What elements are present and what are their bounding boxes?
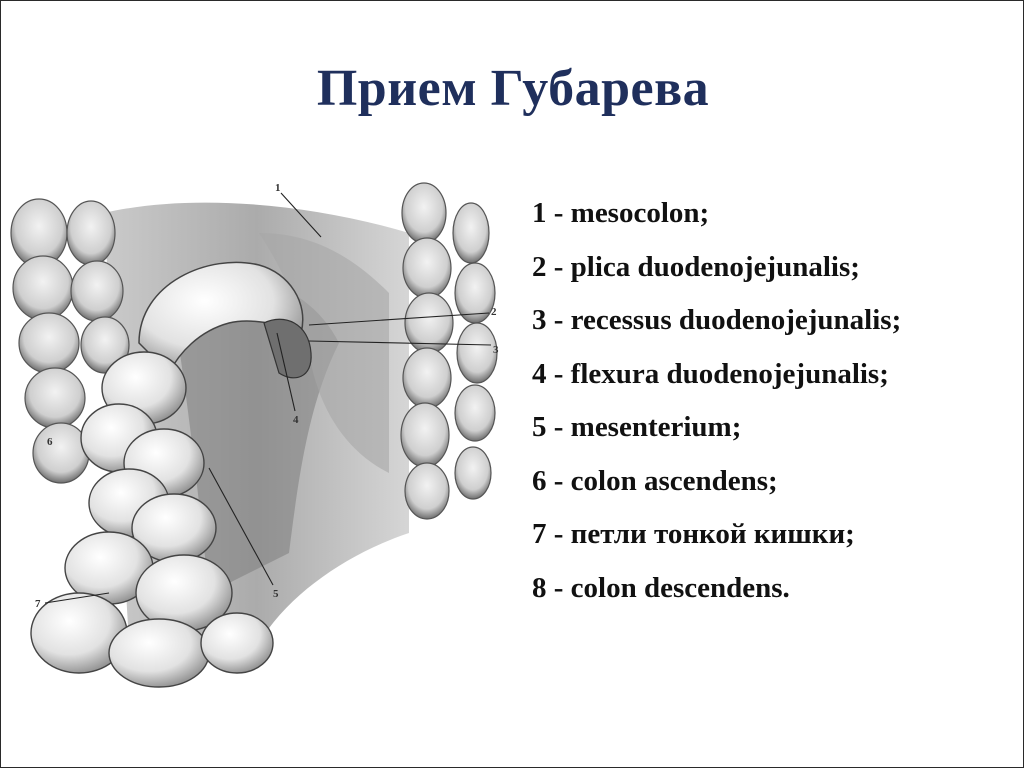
legend-item: 8 - colon descendens.: [532, 571, 790, 604]
legend-item: 4 - flexura duodenojejunalis;: [532, 357, 889, 390]
slide-title: Прием Губарева: [316, 60, 710, 117]
legend-list: [532, 187, 901, 615]
figure-label-6: 6: [47, 436, 53, 448]
figure-label-1: 1: [275, 182, 281, 194]
figure-label-3: 3: [493, 344, 499, 356]
legend-item: 6 - colon ascendens;: [532, 464, 778, 497]
figure-label-4: 4: [293, 414, 299, 426]
anatomy-illustration: [9, 173, 509, 693]
anatomy-drawing: [9, 173, 509, 693]
legend-item: 7 - петли тонкой кишки;: [532, 518, 855, 550]
figure-label-2: 2: [491, 306, 497, 318]
legend-item: 2 - plica duodenojejunalis;: [532, 250, 860, 283]
figure-label-5: 5: [273, 588, 279, 600]
legend-item: 5 - mesenterium;: [532, 411, 742, 443]
legend-item: 3 - recessus duodenojejunalis;: [532, 304, 902, 336]
figure-label-7: 7: [35, 598, 41, 610]
legend-item: 1 - mesocolon;: [532, 197, 710, 229]
colon-descendens: [401, 183, 497, 519]
